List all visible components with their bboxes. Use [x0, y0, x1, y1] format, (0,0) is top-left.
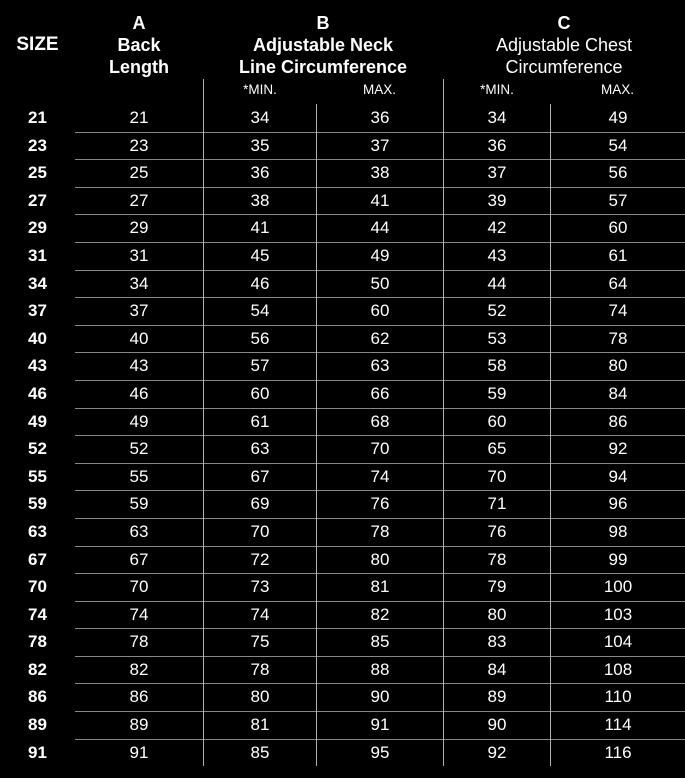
chest-min-cell: 58: [443, 352, 550, 381]
chest-min-cell: 76: [443, 518, 550, 547]
size-cell: 82: [28, 659, 47, 679]
chest-max-cell: 78: [550, 325, 685, 354]
table-body: [0, 104, 685, 766]
neck-max-cell: 37: [316, 132, 443, 161]
neck-min-cell: 63: [203, 435, 316, 464]
chest-min-cell: 89: [443, 683, 550, 712]
chest-max-cell: 94: [550, 463, 685, 492]
neck-max-cell: 41: [316, 187, 443, 216]
size-cell: 55: [28, 466, 47, 486]
chest-min-cell: 42: [443, 214, 550, 243]
size-cell: 49: [28, 411, 47, 431]
table-row: [0, 242, 685, 270]
chest-min-cell: 43: [443, 242, 550, 271]
back-length-cell: 70: [75, 573, 203, 602]
column-header-chest-circumference: [443, 12, 685, 79]
neck-max-cell: 74: [316, 463, 443, 492]
back-length-cell: 86: [75, 683, 203, 712]
column-letter-b: B: [316, 13, 330, 33]
subheader-spacer-size: [0, 79, 75, 104]
chest-min-cell: 83: [443, 628, 550, 657]
chest-min-cell: 60: [443, 408, 550, 437]
table-row: [0, 656, 685, 684]
chest-min-cell: 39: [443, 187, 550, 216]
chest-min-cell: 53: [443, 325, 550, 354]
column-header-neck-circumference: [203, 12, 443, 79]
neck-max-cell: 78: [316, 518, 443, 547]
neck-max-cell: 49: [316, 242, 443, 271]
chest-min-cell: 80: [443, 601, 550, 630]
size-cell: 59: [28, 494, 47, 514]
back-length-cell: 34: [75, 270, 203, 299]
chest-min-cell: 37: [443, 159, 550, 188]
chest-min-cell: 65: [443, 435, 550, 464]
neck-min-cell: 80: [203, 683, 316, 712]
chest-max-cell: 57: [550, 187, 685, 216]
table-row: [0, 435, 685, 463]
neck-max-cell: 88: [316, 656, 443, 685]
size-cell: 86: [28, 687, 47, 707]
size-cell: 52: [28, 439, 47, 459]
neck-min-cell: 35: [203, 132, 316, 161]
back-length-cell: 52: [75, 435, 203, 464]
size-cell: 91: [28, 742, 47, 762]
column-c-label-line2: Circumference: [505, 57, 623, 77]
chest-min-cell: 71: [443, 490, 550, 519]
column-b-label-line1: Adjustable Neck: [252, 35, 394, 55]
size-cell: 40: [28, 328, 47, 348]
neck-max-cell: 70: [316, 435, 443, 464]
table-row: [0, 711, 685, 739]
size-cell: 25: [28, 163, 47, 183]
table-row: [0, 490, 685, 518]
size-cell: 37: [28, 301, 47, 321]
subheader-chest-max: MAX.: [600, 82, 634, 97]
chest-max-cell: 49: [550, 104, 685, 133]
back-length-cell: 91: [129, 742, 149, 762]
chest-min-cell: 90: [443, 711, 550, 740]
column-header-back-length: [75, 12, 203, 79]
neck-min-cell: 72: [203, 546, 316, 575]
neck-max-cell: 50: [316, 270, 443, 299]
back-length-cell: 78: [75, 628, 203, 657]
neck-max-cell: 36: [316, 104, 443, 133]
size-cell: 78: [28, 632, 47, 652]
chest-min-cell: 59: [443, 380, 550, 409]
size-cell: 70: [28, 577, 47, 597]
size-cell: 21: [28, 108, 47, 127]
table-row: [0, 352, 685, 380]
chest-min-cell: 44: [443, 270, 550, 299]
size-cell: 63: [28, 521, 47, 541]
neck-min-cell: 78: [203, 656, 316, 685]
neck-min-cell: 38: [203, 187, 316, 216]
back-length-cell: 63: [75, 518, 203, 547]
table-row: [0, 628, 685, 656]
back-length-cell: 43: [75, 352, 203, 381]
neck-max-cell: 38: [316, 159, 443, 188]
chest-max-cell: 100: [550, 573, 685, 602]
neck-max-cell: 95: [316, 739, 443, 767]
chest-min-cell: 79: [443, 573, 550, 602]
back-length-cell: 21: [75, 104, 203, 133]
chest-min-cell: 92: [443, 739, 550, 767]
table-row: [0, 380, 685, 408]
size-cell: 43: [28, 356, 47, 376]
back-length-cell: 67: [75, 546, 203, 575]
neck-min-cell: 46: [203, 270, 316, 299]
table-row: [0, 739, 685, 767]
neck-max-cell: 62: [316, 325, 443, 354]
neck-max-cell: 76: [316, 490, 443, 519]
table-row: [0, 408, 685, 436]
column-c-label-line1: Adjustable Chest: [495, 35, 633, 55]
size-cell: 31: [28, 245, 47, 265]
neck-min-cell: 61: [203, 408, 316, 437]
neck-max-cell: 90: [316, 683, 443, 712]
table-row: [0, 104, 685, 132]
neck-max-cell: 66: [316, 380, 443, 409]
chest-max-cell: 108: [550, 656, 685, 685]
size-cell: 34: [28, 273, 47, 293]
chest-max-cell: 99: [550, 546, 685, 575]
column-b-label-line2: Line Circumference: [238, 57, 408, 77]
table-row: [0, 187, 685, 215]
back-length-cell: 46: [75, 380, 203, 409]
back-length-cell: 31: [75, 242, 203, 271]
column-a-label-line2: Length: [109, 57, 169, 77]
table-row: [0, 297, 685, 325]
table-row: [0, 518, 685, 546]
size-cell: 74: [28, 604, 47, 624]
chest-max-cell: 114: [550, 711, 685, 740]
neck-min-cell: 74: [203, 601, 316, 630]
table-row: [0, 601, 685, 629]
neck-min-cell: 34: [203, 104, 316, 133]
neck-min-cell: 54: [203, 297, 316, 326]
back-length-cell: 25: [75, 159, 203, 188]
size-cell: 89: [28, 715, 47, 735]
chest-max-cell: 96: [550, 490, 685, 519]
table-header: [0, 0, 685, 79]
chest-max-cell: 60: [550, 214, 685, 243]
neck-max-cell: 91: [316, 711, 443, 740]
back-length-cell: 74: [75, 601, 203, 630]
neck-min-cell: 81: [203, 711, 316, 740]
neck-min-cell: 60: [203, 380, 316, 409]
subheader-neck-min: *MIN.: [203, 79, 316, 104]
neck-min-cell: 69: [203, 490, 316, 519]
chest-min-cell: 70: [443, 463, 550, 492]
chest-max-cell: 80: [550, 352, 685, 381]
back-length-cell: 27: [75, 187, 203, 216]
neck-max-cell: 44: [316, 214, 443, 243]
subheader-chest-min: *MIN.: [443, 79, 550, 104]
column-letter-a: A: [132, 13, 146, 33]
table-row: [0, 463, 685, 491]
back-length-cell: 23: [75, 132, 203, 161]
table-row: [0, 159, 685, 187]
table-row: [0, 132, 685, 160]
neck-min-cell: 70: [203, 518, 316, 547]
neck-max-cell: 63: [316, 352, 443, 381]
table-row: [0, 214, 685, 242]
chest-max-cell: 116: [550, 739, 685, 767]
neck-min-cell: 73: [203, 573, 316, 602]
chest-min-cell: 84: [443, 656, 550, 685]
neck-min-cell: 75: [203, 628, 316, 657]
neck-min-cell: 36: [203, 159, 316, 188]
neck-min-cell: 45: [203, 242, 316, 271]
column-letter-c: C: [557, 13, 571, 33]
neck-max-cell: 80: [316, 546, 443, 575]
back-length-cell: 59: [75, 490, 203, 519]
back-length-cell: 29: [75, 214, 203, 243]
chest-max-cell: 54: [550, 132, 685, 161]
table-row: [0, 325, 685, 353]
chest-min-cell: 52: [443, 297, 550, 326]
subheader-spacer-a: [75, 79, 203, 104]
back-length-cell: 49: [75, 408, 203, 437]
neck-max-cell: 60: [316, 297, 443, 326]
size-cell: 23: [28, 135, 47, 155]
table-row: [0, 270, 685, 298]
chest-max-cell: 103: [550, 601, 685, 630]
back-length-cell: 89: [75, 711, 203, 740]
neck-min-cell: 56: [203, 325, 316, 354]
back-length-cell: 37: [75, 297, 203, 326]
neck-max-cell: 68: [316, 408, 443, 437]
chest-max-cell: 98: [550, 518, 685, 547]
column-a-label-line1: Back: [117, 35, 161, 55]
back-length-cell: 55: [75, 463, 203, 492]
neck-min-cell: 67: [203, 463, 316, 492]
neck-min-cell: 41: [203, 214, 316, 243]
subheader-neck-max: MAX.: [362, 82, 396, 97]
chest-max-cell: 92: [550, 435, 685, 464]
chest-max-cell: 110: [550, 683, 685, 712]
size-cell: 67: [28, 549, 47, 569]
chest-min-cell: 36: [443, 132, 550, 161]
chest-min-cell: 78: [443, 546, 550, 575]
size-cell: 29: [28, 218, 47, 238]
size-cell: 46: [28, 383, 47, 403]
size-cell: 27: [28, 190, 47, 210]
neck-min-cell: 85: [203, 739, 316, 767]
neck-max-cell: 82: [316, 601, 443, 630]
chest-max-cell: 61: [550, 242, 685, 271]
chest-max-cell: 86: [550, 408, 685, 437]
back-length-cell: 82: [75, 656, 203, 685]
neck-max-cell: 85: [316, 628, 443, 657]
table-row: [0, 546, 685, 574]
table-row: [0, 573, 685, 601]
neck-max-cell: 81: [316, 573, 443, 602]
table-row: [0, 683, 685, 711]
chest-max-cell: 74: [550, 297, 685, 326]
table-subheader: [0, 79, 685, 104]
neck-min-cell: 57: [203, 352, 316, 381]
chest-max-cell: 84: [550, 380, 685, 409]
chest-max-cell: 56: [550, 159, 685, 188]
back-length-cell: 40: [75, 325, 203, 354]
chest-max-cell: 104: [550, 628, 685, 657]
chest-min-cell: 34: [443, 104, 550, 133]
size-column-header: SIZE: [16, 34, 59, 55]
chest-max-cell: 64: [550, 270, 685, 299]
